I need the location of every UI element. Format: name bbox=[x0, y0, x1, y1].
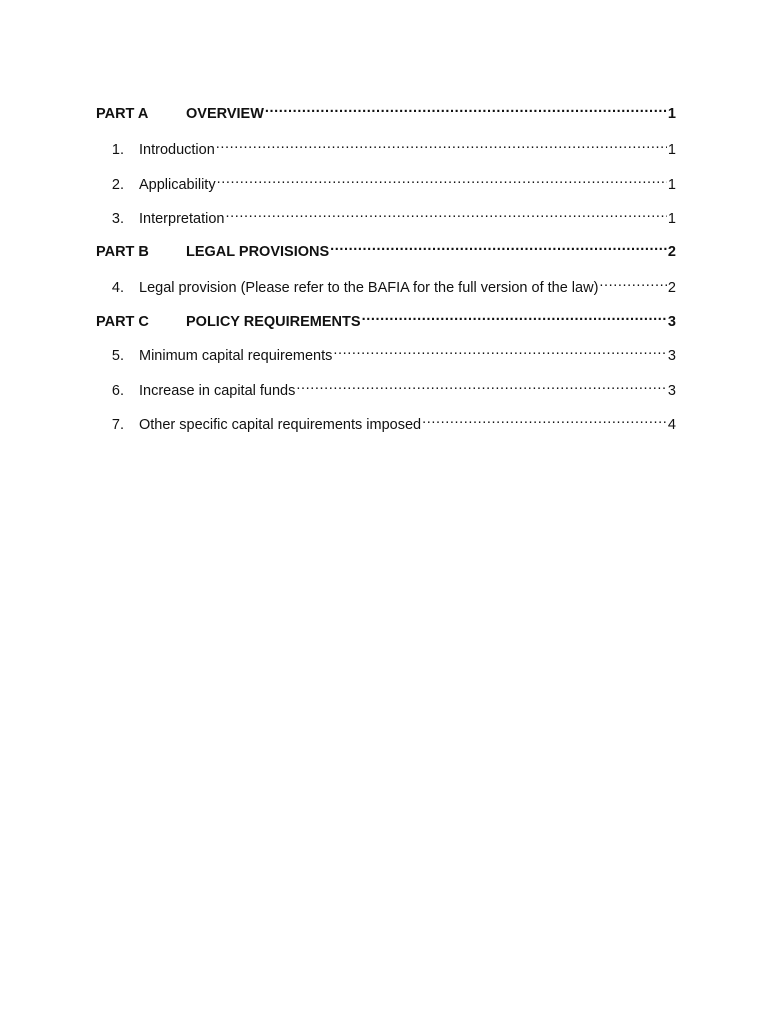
page-number: 3 bbox=[667, 314, 676, 330]
part-label: PART A bbox=[96, 106, 149, 122]
dot-leader bbox=[265, 98, 667, 118]
part-title: POLICY REQUIREMENTS bbox=[186, 314, 361, 330]
dot-leader bbox=[225, 203, 666, 223]
section-number: 5. bbox=[111, 348, 124, 364]
part-label: PART B bbox=[96, 244, 149, 260]
dot-leader bbox=[330, 236, 667, 256]
toc-part-a[interactable] bbox=[96, 98, 676, 122]
toc-part-c[interactable] bbox=[96, 306, 676, 330]
dot-leader bbox=[333, 340, 667, 360]
dot-leader bbox=[216, 134, 667, 154]
section-title: Legal provision (Please refer to the BAFIA for the full version of the law) bbox=[139, 280, 599, 296]
page-number: 1 bbox=[667, 177, 676, 193]
page-number: 2 bbox=[667, 244, 676, 260]
section-title: Other specific capital requirements imposed bbox=[139, 417, 422, 433]
section-number: 2. bbox=[111, 177, 124, 193]
toc-entry-introduction[interactable] bbox=[96, 134, 676, 158]
toc-entry-increase-capital[interactable] bbox=[96, 375, 676, 399]
toc-entry-minimum-capital[interactable] bbox=[96, 340, 676, 364]
part-label: PART C bbox=[96, 314, 149, 330]
dot-leader bbox=[296, 375, 667, 395]
section-title: Interpretation bbox=[139, 211, 225, 227]
part-title: LEGAL PROVISIONS bbox=[186, 244, 330, 260]
page-number: 1 bbox=[667, 106, 676, 122]
section-number: 6. bbox=[111, 383, 124, 399]
toc-entry-legal-provision[interactable] bbox=[96, 272, 676, 296]
part-title: OVERVIEW bbox=[186, 106, 264, 122]
section-title: Minimum capital requirements bbox=[139, 348, 333, 364]
page-number: 3 bbox=[667, 348, 676, 364]
toc-entry-applicability[interactable] bbox=[96, 169, 676, 193]
section-number: 7. bbox=[111, 417, 124, 433]
dot-leader bbox=[599, 272, 667, 292]
toc-entry-other-requirements[interactable] bbox=[96, 409, 676, 433]
section-number: 4. bbox=[111, 280, 124, 296]
dot-leader bbox=[217, 169, 667, 189]
section-number: 3. bbox=[111, 211, 124, 227]
section-title: Introduction bbox=[139, 142, 215, 158]
section-number: 1. bbox=[111, 142, 124, 158]
toc-part-b[interactable] bbox=[96, 236, 676, 260]
dot-leader bbox=[362, 306, 667, 326]
dot-leader bbox=[422, 409, 667, 429]
page-number: 4 bbox=[667, 417, 676, 433]
toc-entry-interpretation[interactable] bbox=[96, 203, 676, 227]
page-number: 1 bbox=[667, 211, 676, 227]
page-number: 1 bbox=[667, 142, 676, 158]
page-number: 3 bbox=[667, 383, 676, 399]
section-title: Applicability bbox=[139, 177, 216, 193]
page-number: 2 bbox=[667, 280, 676, 296]
section-title: Increase in capital funds bbox=[139, 383, 296, 399]
